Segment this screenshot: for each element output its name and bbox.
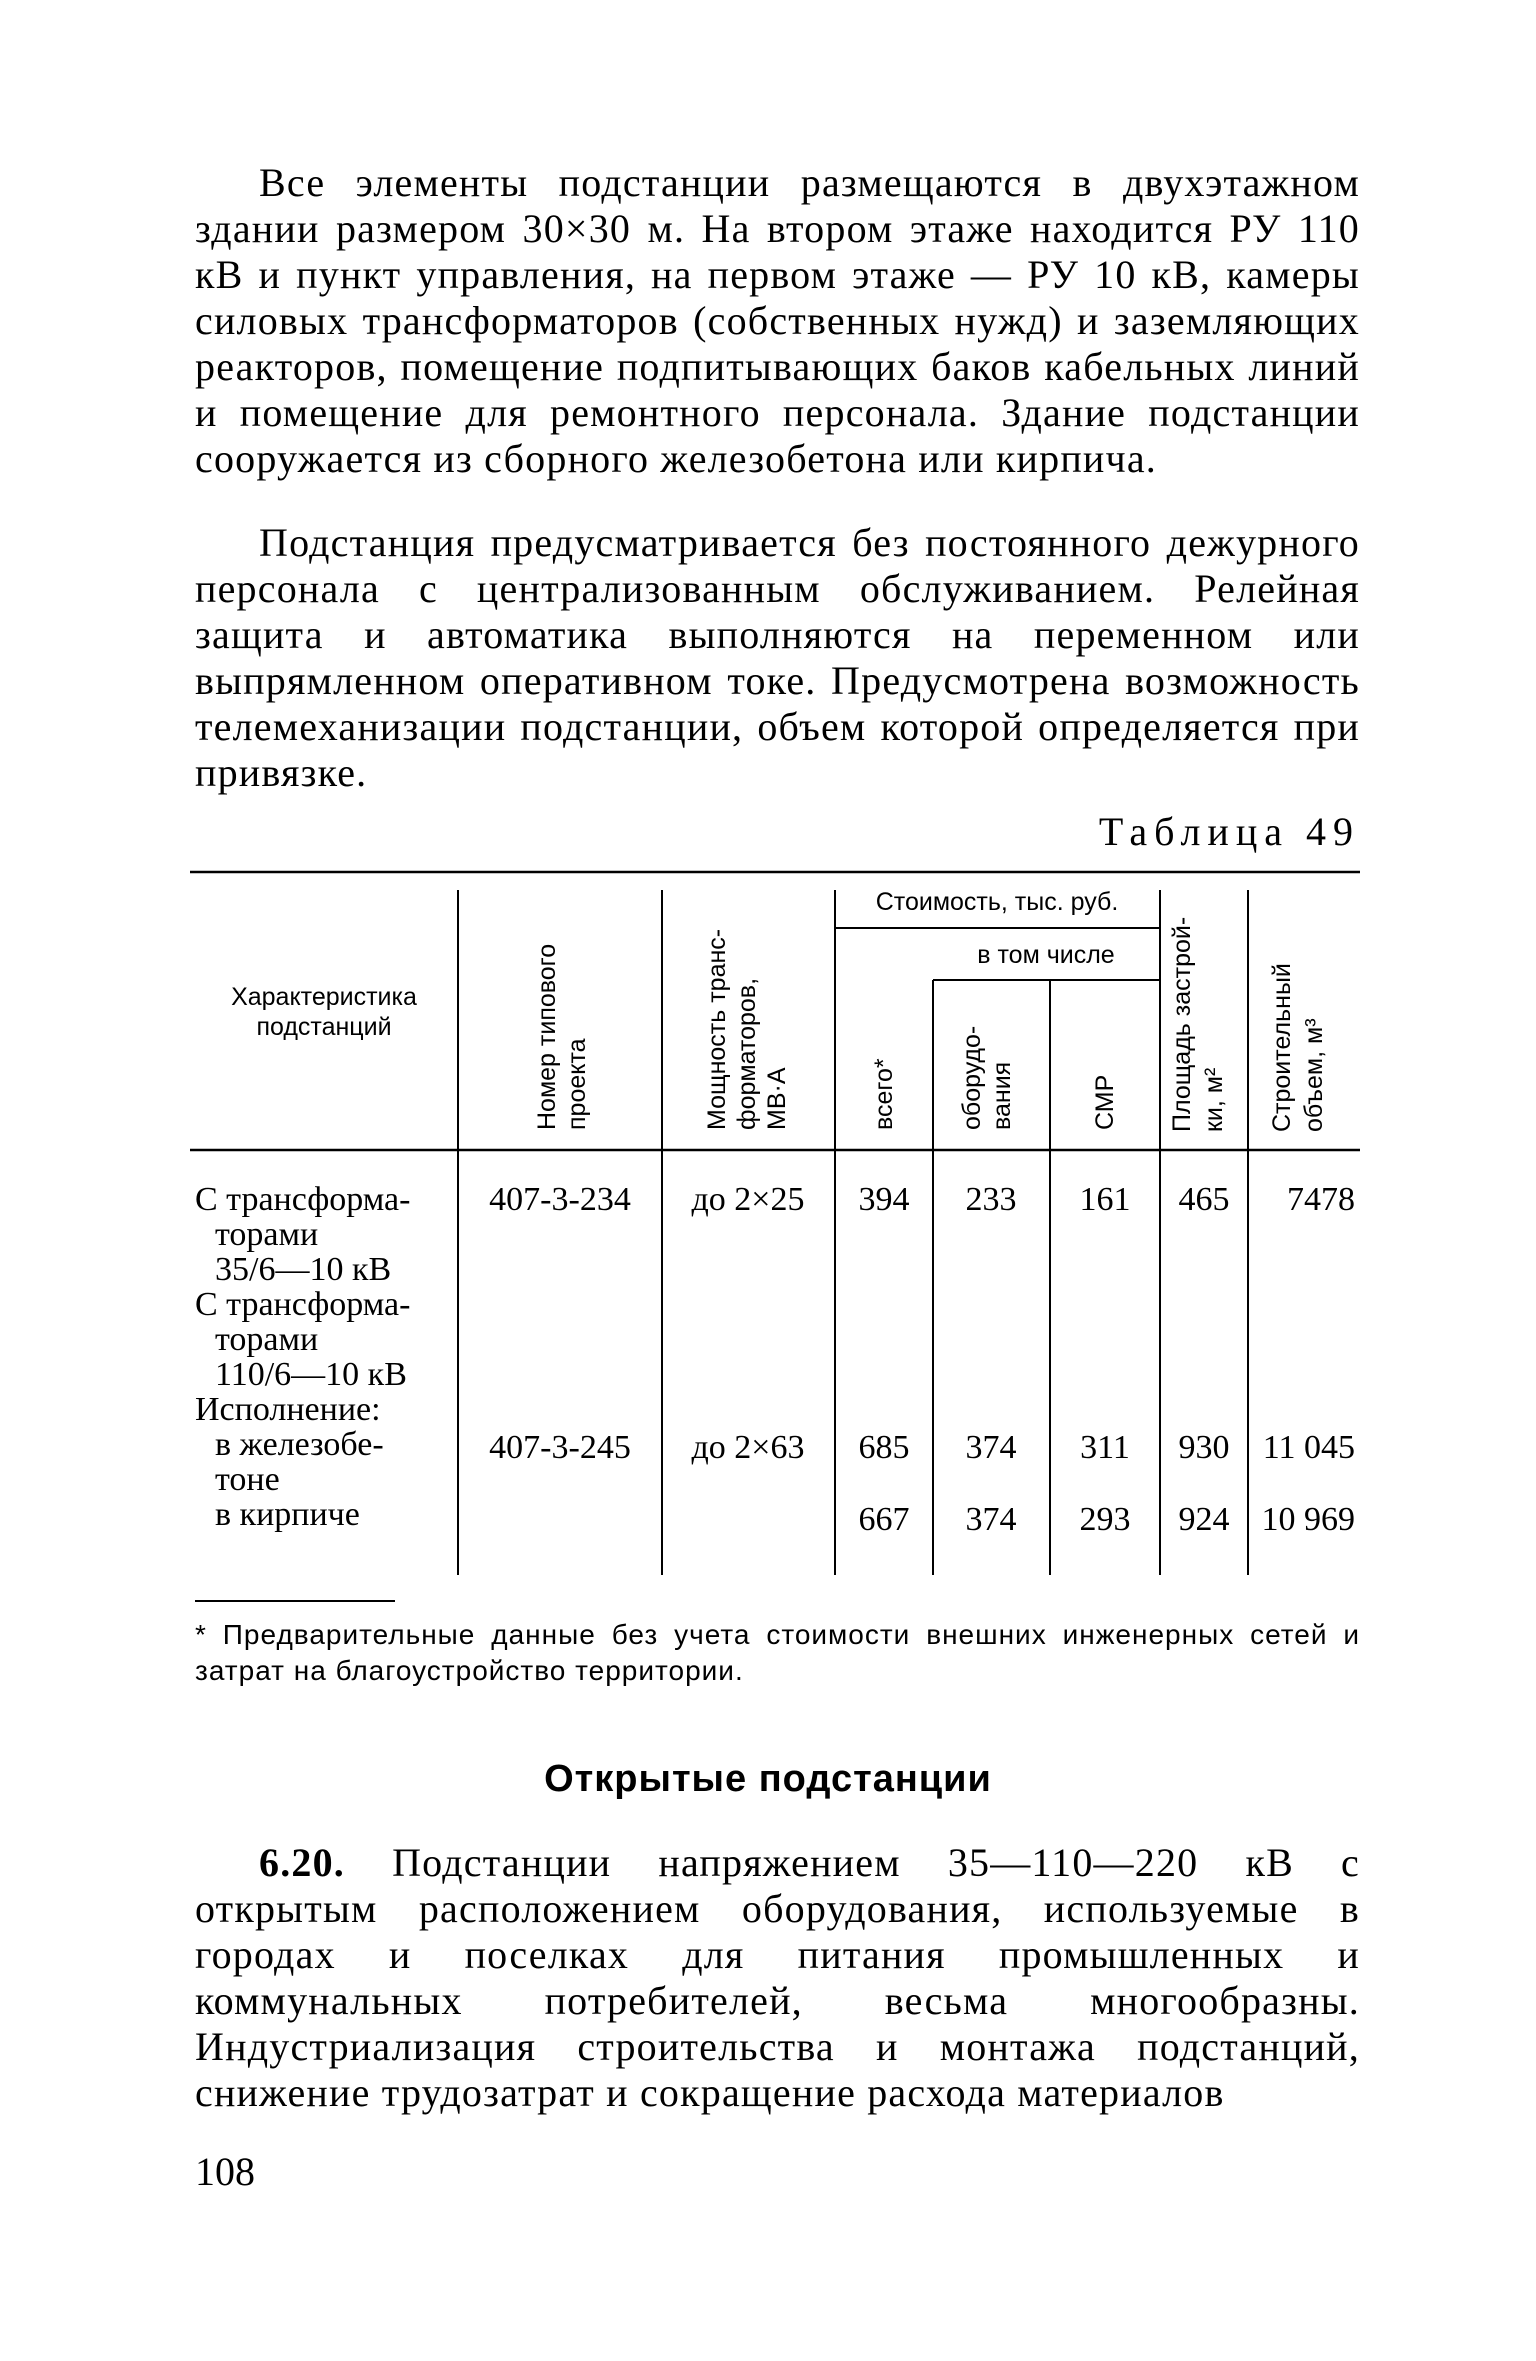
header-equipment: вания bbox=[988, 1061, 1016, 1130]
cell-power: до 2×25 bbox=[691, 1181, 805, 1218]
cell-total: 394 bbox=[858, 1181, 910, 1218]
header-total: всего* bbox=[870, 1058, 898, 1130]
row-characteristic-line: в кирпиче bbox=[215, 1496, 360, 1533]
row-characteristic-line: 35/6—10 кВ bbox=[215, 1251, 392, 1288]
cell-power: до 2×63 bbox=[691, 1429, 805, 1466]
row-characteristic-line: торами bbox=[215, 1216, 319, 1253]
header-including: в том числе bbox=[977, 941, 1115, 969]
row-characteristic-line: С трансформа- bbox=[195, 1286, 411, 1323]
cell-area: 930 bbox=[1178, 1429, 1230, 1466]
header-power: форматоров, bbox=[733, 977, 761, 1130]
cell-volume: 11 045 bbox=[1262, 1429, 1355, 1466]
cell-equipment: 233 bbox=[965, 1181, 1017, 1218]
header-volume: объем, м³ bbox=[1300, 1018, 1328, 1132]
paragraph-1 bbox=[195, 160, 1360, 482]
table-caption: Таблица 49 bbox=[1098, 809, 1360, 854]
header-characteristic: подстанций bbox=[256, 1013, 392, 1041]
footnote-separator bbox=[195, 1600, 395, 1602]
row-characteristic-line: торами bbox=[215, 1321, 319, 1358]
data-table bbox=[190, 870, 1360, 1575]
header-volume: Строительный bbox=[1268, 963, 1296, 1132]
row-characteristic-line: в железобе- bbox=[215, 1426, 384, 1463]
row-characteristic-line: 110/6—10 кВ bbox=[215, 1356, 407, 1393]
cell-project-no: 407-3-234 bbox=[489, 1181, 631, 1218]
paragraph-2-text: Подстанция предусматривается без постоянного дежурного персонала с централизованным обслуживанием. Релейная защита и автоматика выполняются на переменном или выпрямленном оперативном токе. Предусмотрена возможность телемеханизации подстанции, объем которой определяется при привязке. bbox=[195, 520, 1360, 795]
paragraph-number: 6.20. bbox=[259, 1840, 345, 1885]
header-project-no: проекта bbox=[563, 1038, 591, 1130]
row-characteristic-line: тоне bbox=[215, 1461, 280, 1498]
paragraph-3-text: Подстанции напряжением 35—110—220 кВ с открытым расположением оборудования, используемые в городах и поселках для питания промышленных и коммунальных потребителей, весьма многообразны. Индустриализация строительства и монтажа подстанций, снижение трудозатрат и сокращение расхода материалов bbox=[195, 1840, 1360, 2115]
cell-project-no: 407-3-245 bbox=[489, 1429, 631, 1466]
row-characteristic-line: С трансформа- bbox=[195, 1181, 411, 1218]
paragraph-3 bbox=[195, 1840, 1360, 2116]
cell-equipment: 374 bbox=[965, 1429, 1017, 1466]
paragraph-1-text: Все элементы подстанции размещаются в двухэтажном здании размером 30×30 м. На втором этаже находится РУ 110 кВ и пункт управления, на первом этаже — РУ 10 кВ, камеры силовых трансформаторов (собственных нужд) и заземляющих реакторов, помещение подпитывающих баков кабельных линий и помещение для ремонтного персонала. Здание подстанции сооружается из сборного железобетона или кирпича. bbox=[195, 160, 1360, 481]
cell-smr: 293 bbox=[1079, 1501, 1131, 1538]
header-area: Площадь застрой- bbox=[1168, 916, 1196, 1132]
page-number: 108 bbox=[195, 2149, 255, 2194]
cell-volume: 7478 bbox=[1287, 1181, 1355, 1218]
row-characteristic-line: Исполнение: bbox=[195, 1391, 381, 1428]
footnote: * Предварительные данные без учета стоимости внешних инженерных сетей и затрат на благоустройство территории. bbox=[195, 1619, 1360, 1686]
cell-equipment: 374 bbox=[965, 1501, 1017, 1538]
section-heading: Открытые подстанции bbox=[544, 1758, 992, 1800]
header-project-no: Номер типового bbox=[533, 943, 561, 1130]
cell-area: 465 bbox=[1178, 1181, 1230, 1218]
cell-volume: 10 969 bbox=[1261, 1501, 1355, 1538]
cell-smr: 311 bbox=[1080, 1429, 1130, 1466]
header-cost: Стоимость, тыс. руб. bbox=[875, 888, 1119, 916]
cell-total: 667 bbox=[858, 1501, 910, 1538]
header-area: ки, м² bbox=[1200, 1067, 1228, 1132]
header-power: Мощность транс- bbox=[703, 928, 731, 1130]
header-power: МВ·А bbox=[763, 1067, 791, 1130]
paragraph-2 bbox=[195, 520, 1360, 796]
cell-total: 685 bbox=[858, 1429, 910, 1466]
cell-smr: 161 bbox=[1079, 1181, 1131, 1218]
header-smr: СМР bbox=[1091, 1074, 1119, 1130]
header-equipment: оборудо- bbox=[958, 1025, 986, 1130]
cell-area: 924 bbox=[1178, 1501, 1230, 1538]
header-characteristic: Характеристика bbox=[231, 983, 417, 1011]
